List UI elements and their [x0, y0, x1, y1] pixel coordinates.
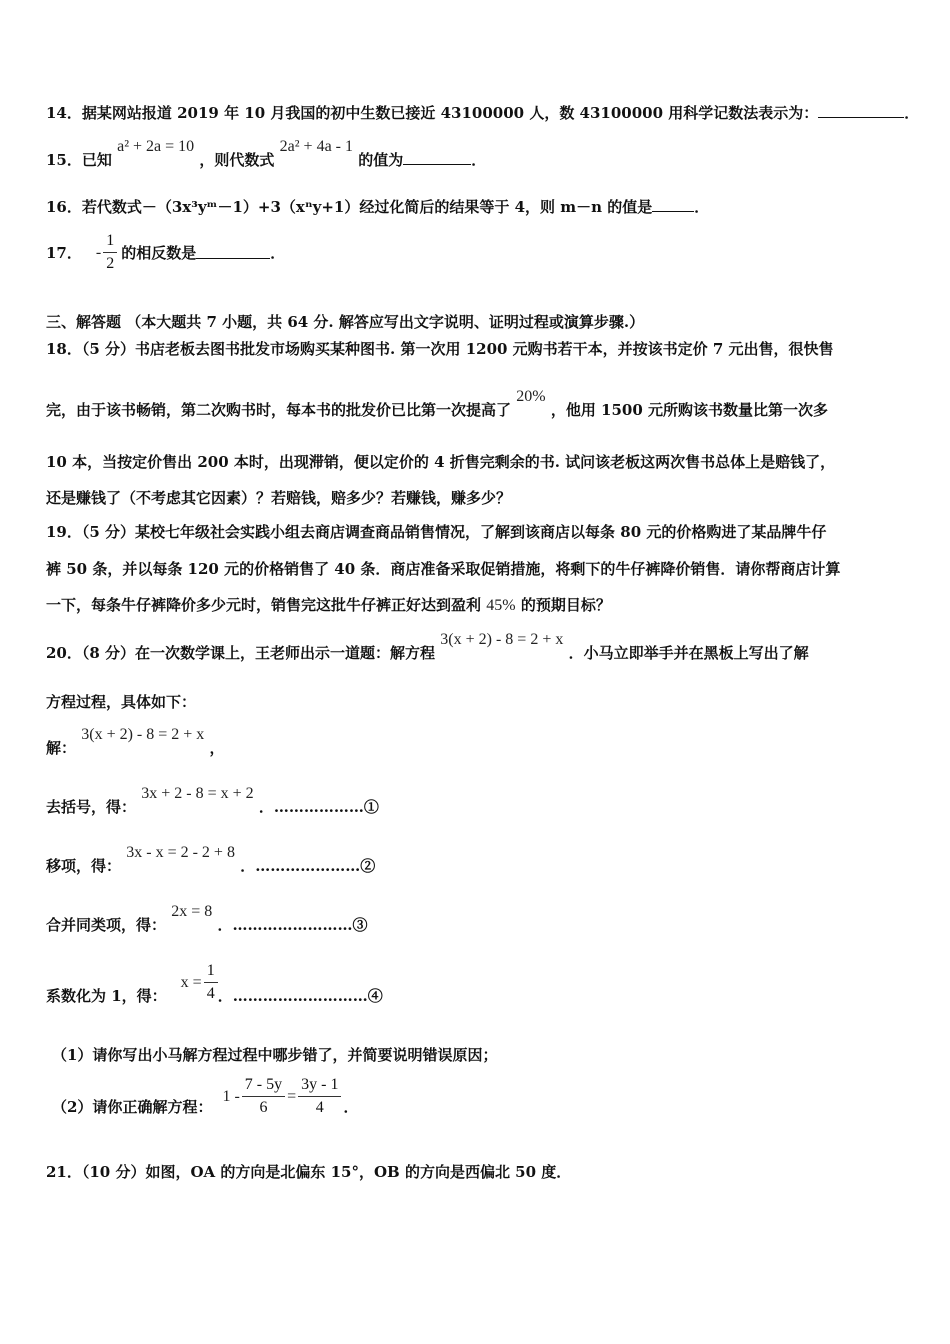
q18-percent-20: 20%	[516, 388, 546, 405]
q20-step-4-lhs: x =	[180, 973, 202, 991]
section-3-title-text: 三、解答题 （本大题共 7 小题，共 64 分. 解答应写出文字说明、证明过程或演算步骤.）	[46, 313, 645, 331]
q20-sub-2-left-numerator: 7 - 5y	[242, 1076, 285, 1097]
q20-step-3	[46, 903, 368, 936]
q19-line-1-text: 19．（5 分）某校七年级社会实践小组去商店调查商品销售情况，了解到该商店以每条 80 元的价格购进了某品牌牛仔	[46, 523, 827, 541]
q20-step-4-numerator: 1	[204, 962, 218, 983]
q20-sub-2-equals: =	[287, 1087, 297, 1105]
q14-answer-blank	[818, 103, 904, 118]
q18-line-2-post: ，他用 1500 元所购该书数量比第一次多	[550, 401, 829, 419]
q20-step-4-label: 系数化为 1，得：	[46, 987, 167, 1005]
q19-line-2-text: 裤 50 条，并以每条 120 元的价格销售了 40 条．商店准备采取促销措施，将剩下的牛仔裤降价销售．请你帮商店计算	[46, 560, 841, 578]
question-18-line-1	[46, 339, 834, 359]
q20-sub-2-one-minus: 1 -	[222, 1087, 240, 1105]
q20-sub-2-right-numerator: 3y - 1	[298, 1076, 341, 1097]
q15-mid: ，则代数式	[199, 151, 275, 169]
question-21	[46, 1162, 571, 1182]
q16-tail: ．	[694, 198, 710, 216]
q20-solve-equation: 3(x + 2) - 8 = 2 + x	[81, 726, 205, 743]
q15-equation-1: a² + 2a = 10	[117, 138, 195, 155]
q20-step-4-marker: ．………………………④	[217, 987, 383, 1005]
q17-number: 17．	[46, 244, 82, 262]
question-19-line-3	[46, 595, 611, 616]
question-14	[46, 103, 919, 123]
q15-tail: ．	[471, 151, 487, 169]
q21-text: 21．（10 分）如图，OA 的方向是北偏东 15°，OB 的方向是西偏北 50 度．	[46, 1163, 572, 1181]
q20-solve-label: 解：	[46, 739, 77, 757]
q18-line-1-text: 18．（5 分）书店老板去图书批发市场购买某种图书. 第一次用 1200 元购书若干本，并按该书定价 7 元出售，很快售	[46, 340, 834, 358]
question-20-line-1	[46, 631, 809, 664]
q15-expression: 2a² + 4a - 1	[279, 138, 353, 155]
q17-answer-blank	[196, 246, 270, 259]
q17-post: 的相反数是	[121, 244, 197, 262]
q20-equation: 3(x + 2) - 8 = 2 + x	[440, 631, 564, 648]
q20-step-1	[46, 785, 379, 818]
question-20-line-2	[46, 692, 196, 712]
q20-sub-2-fraction-left	[242, 1076, 285, 1117]
q14-text: 14．据某网站报道 2019 年 10 月我国的初中生数已接近 43100000 人，数 43100000 用科学记数法表示为：	[46, 104, 819, 122]
q18-line-4-text: 还是赚钱了（不考虑其它因素）？若赔钱，赔多少？若赚钱，赚多少？	[46, 489, 512, 507]
question-18-line-2	[46, 388, 829, 421]
q20-step-4-fraction	[204, 962, 218, 1003]
q17-fraction-numerator: 1	[103, 232, 117, 253]
q16-answer-blank	[652, 197, 694, 212]
q20-step-3-equation: 2x = 8	[171, 903, 213, 920]
q17-minus-sign: -	[95, 243, 102, 261]
q20-line-2-text: 方程过程，具体如下：	[46, 693, 197, 711]
q19-line-3-post: 的预期目标？	[520, 596, 611, 614]
q20-step-3-marker: ．……………………③	[217, 916, 368, 934]
question-19-line-2	[46, 559, 840, 579]
q20-step-1-marker: ．………………①	[258, 798, 379, 816]
question-16	[46, 197, 709, 217]
q20-line-1-pre: 20．（8 分）在一次数学课上，王老师出示一道题：解方程	[46, 644, 436, 662]
q20-sub-1-text: （1）请你写出小马解方程过程中哪步错了，并简要说明错误原因；	[52, 1046, 498, 1064]
q20-step-2	[46, 844, 376, 877]
q20-sub-2-label: （2）请你正确解方程：	[52, 1098, 213, 1116]
q15-answer-blank	[403, 150, 471, 165]
q17-fraction-denominator: 2	[106, 255, 115, 272]
q19-line-3-pre: 一下，每条牛仔裤降价多少元时，销售完这批牛仔裤正好达到盈利	[46, 596, 482, 614]
q20-step-2-label: 移项，得：	[46, 857, 122, 875]
q20-sub-question-2	[52, 1076, 358, 1117]
q16-text: 16．若代数式－（3x³yᵐ－1）+3（xⁿy+1）经过化简后的结果等于 4，则 m－n 的值是	[46, 198, 653, 216]
q20-step-2-equation: 3x - x = 2 - 2 + 8	[126, 844, 235, 861]
q20-step-1-equation: 3x + 2 - 8 = x + 2	[141, 785, 254, 802]
question-15	[46, 138, 487, 171]
question-19-line-1	[46, 522, 826, 542]
q17-fraction	[103, 232, 117, 273]
q20-step-4	[46, 962, 383, 1003]
q20-solve-tail: ，	[209, 739, 225, 757]
q18-line-2-pre: 完，由于该书畅销，第二次购书时，每本书的批发价已比第一次提高了	[46, 401, 512, 419]
q20-step-1-label: 去括号，得：	[46, 798, 137, 816]
q20-solve-line	[46, 726, 225, 759]
q20-step-2-marker: ．…………………②	[240, 857, 376, 875]
q20-step-3-label: 合并同类项，得：	[46, 916, 167, 934]
q20-sub-2-fraction-right	[298, 1076, 341, 1117]
q18-line-3-text: 10 本，当按定价售出 200 本时，出现滞销，便以定价的 4 折售完剩余的书. 试问该老板这两次售书总体上是赔钱了，	[46, 453, 836, 471]
q20-sub-2-left-denominator: 6	[259, 1099, 268, 1116]
section-3-title	[46, 312, 644, 332]
q15-post: 的值为	[358, 151, 404, 169]
q20-sub-2-right-denominator: 4	[315, 1099, 324, 1116]
q14-tail: ．	[904, 104, 920, 122]
q20-sub-question-1	[52, 1045, 497, 1065]
question-18-line-3	[46, 452, 835, 472]
question-17	[46, 232, 285, 273]
q20-step-4-denominator: 4	[206, 985, 215, 1002]
question-18-line-4	[46, 488, 511, 508]
q20-sub-2-tail: ．	[343, 1098, 359, 1116]
q17-tail: ．	[270, 244, 286, 262]
q15-pre: 15．已知	[46, 151, 112, 169]
q19-percent-45: 45%	[486, 597, 516, 614]
q20-line-1-post: ．小马立即举手并在黑板上写出了解	[568, 644, 809, 662]
